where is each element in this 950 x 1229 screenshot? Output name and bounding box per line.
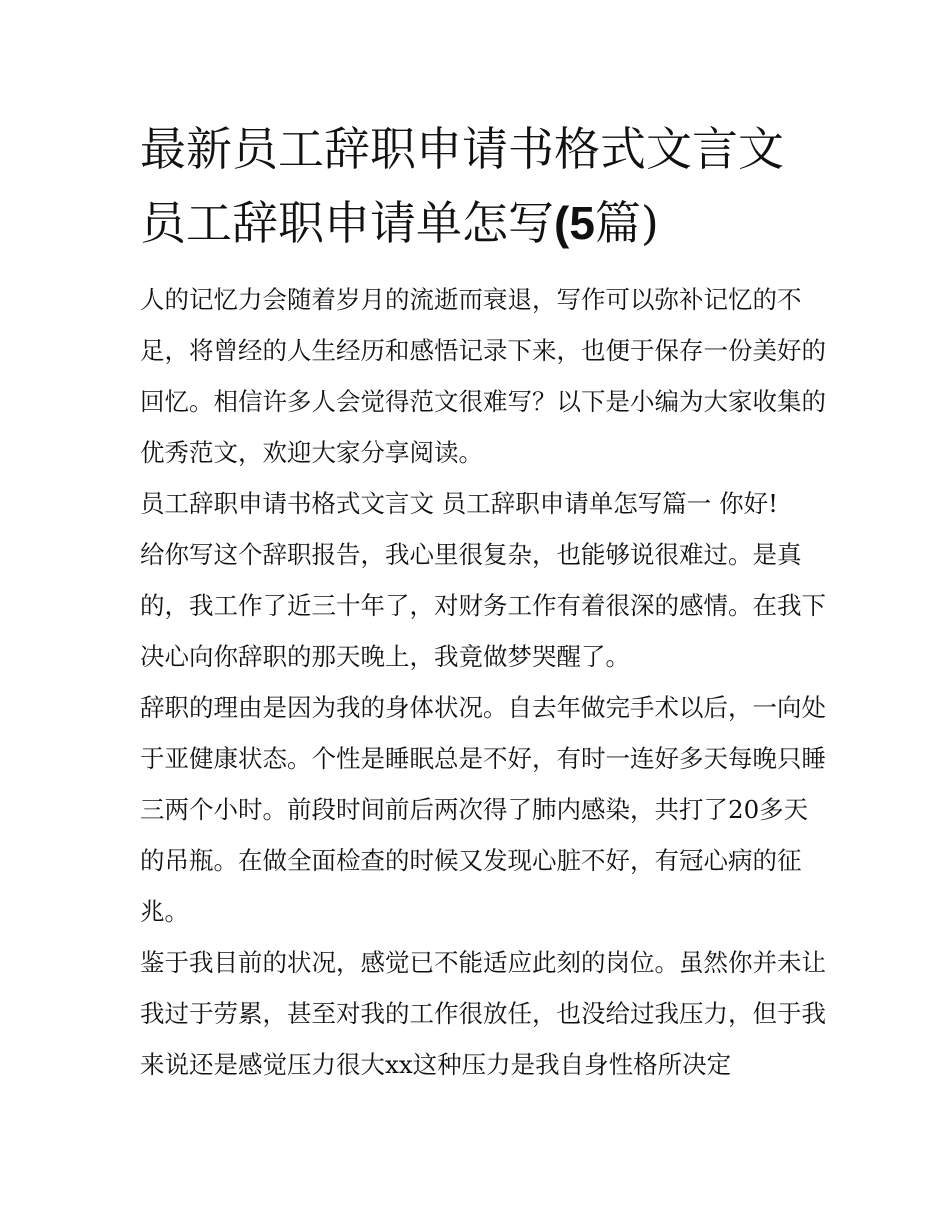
title-text: 最新员工辞职申请书格式文言文 员工辞职申请单怎写	[140, 122, 784, 250]
paragraph-intro: 人的记忆力会随着岁月的流逝而衰退，写作可以弥补记忆的不足，将曾经的人生经历和感悟记录下来，也便于保存一份美好的回忆。相信许多人会觉得范文很难写？以下是小编为大家收集的优秀范文，欢迎大家分享阅读。	[140, 285, 826, 467]
paragraph-heading-1: 员工辞职申请书格式文言文 员工辞职申请单怎写篇一 你好!	[140, 489, 778, 518]
paragraph-body-2: 辞职的理由是因为我的身体状况。自去年做完手术以后，一向处于亚健康状态。个性是睡眠总是不好，有时一连好多天每晚只睡三两个小时。前段时间前后两次得了肺内感染，共打了20多天的吊瓶。在做全面检查的时候又发现心脏不好，有冠心病的征兆。	[140, 693, 826, 926]
document-body	[140, 274, 830, 1090]
paragraph-body-1: 给你写这个辞职报告，我心里很复杂，也能够说很难过。是真的，我工作了近三十年了，对财务工作有着很深的感情。在我下决心向你辞职的那天晚上，我竟做梦哭醒了。	[140, 540, 826, 671]
title-count: (5	[554, 197, 595, 249]
document-title	[140, 112, 830, 260]
title-suffix: 篇)	[594, 196, 659, 250]
paragraph-body-3: 鉴于我目前的状况，感觉已不能适应此刻的岗位。虽然你并未让我过于劳累，甚至对我的工作很放任，也没给过我压力，但于我来说还是感觉压力很大xx这种压力是我自身性格所决定	[140, 948, 826, 1079]
